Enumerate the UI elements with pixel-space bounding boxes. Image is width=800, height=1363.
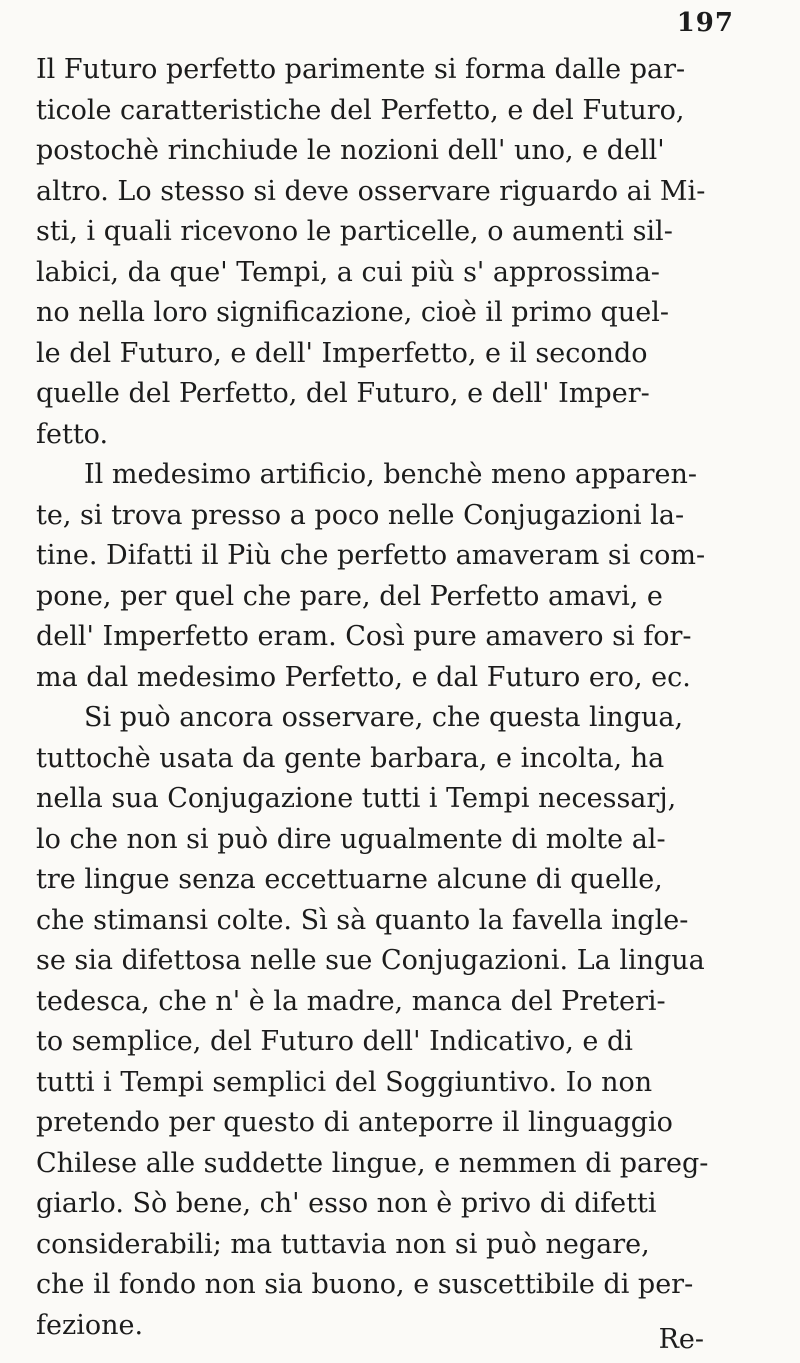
text-line: tre lingue senza eccettuarne alcune di quelle, — [36, 864, 663, 895]
text-line: ticole caratteristiche del Perfetto, e del Futuro, — [36, 94, 685, 126]
text-line: le del Futuro, e dell' Imperfetto, e il secondo — [36, 337, 648, 369]
text-line: altro. Lo stesso si deve osservare riguardo ai Mi- — [36, 175, 706, 207]
text-line: giarlo. Sò bene, ch' esso non è privo di difetti — [36, 1188, 657, 1219]
catchword: Re- — [658, 1324, 704, 1355]
text-line: postochè rinchiude le nozioni dell' uno, e dell' — [36, 135, 665, 166]
text-line: tedesca, che n' è la madre, manca del Preteri- — [36, 985, 666, 1017]
text-line: fetto. — [36, 418, 109, 450]
text-line: dell' Imperfetto eram. Così pure amavero si for- — [36, 621, 692, 652]
page-number: 197 — [676, 8, 734, 38]
text-line: Il Futuro perfetto parimente si forma dalle par- — [36, 54, 686, 85]
text-line: Chilese alle suddette lingue, e nemmen di pareg- — [36, 1147, 709, 1179]
text-line: quelle del Perfetto, del Futuro, e dell' Imper- — [36, 378, 650, 409]
text-line: pone, per quel che pare, del Perfetto amavi, e — [36, 580, 663, 612]
text-line: te, si trova presso a poco nelle Conjugazioni la- — [36, 499, 685, 531]
text-line: sti, i quali ricevono le particelle, o aumenti sil- — [36, 216, 673, 247]
text-line: considerabili; ma tuttavia non si può negare, — [36, 1228, 650, 1260]
text-line: che il fondo non sia buono, e suscettibile di per- — [36, 1269, 694, 1300]
text-line: se sia difettosa nelle sue Conjugazioni. La lingua — [36, 945, 705, 976]
text-line: tine. Difatti il Più che perfetto amaveram si com- — [36, 540, 706, 571]
text-line: che stimansi colte. Sì sà quanto la favella ingle- — [36, 904, 689, 936]
paragraph-start-line: Si può ancora osservare, che questa lingua, — [84, 702, 684, 733]
text-line: no nella loro significazione, cioè il primo quel- — [36, 297, 669, 328]
text-line: pretendo per questo di anteporre il linguaggio — [36, 1107, 673, 1138]
text-line: ma dal medesimo Perfetto, e dal Futuro ero, ec. — [36, 661, 691, 693]
text-line: lo che non si può dire ugualmente di molte al- — [36, 823, 666, 855]
text-line: nella sua Conjugazione tutti i Tempi necessarj, — [36, 783, 677, 814]
text-line: to semplice, del Futuro dell' Indicativo, e di — [36, 1026, 633, 1057]
paragraph-start-line: Il medesimo artificio, benchè meno apparen- — [84, 459, 698, 490]
body-text — [36, 50, 776, 1346]
text-line: tuttochè usata da gente barbara, e incolta, ha — [36, 742, 665, 774]
text-line: tutti i Tempi semplici del Soggiuntivo. Io non — [36, 1066, 653, 1098]
text-line: fezione. — [36, 1309, 144, 1341]
text-line: labici, da que' Tempi, a cui più s' approssima- — [36, 256, 660, 288]
